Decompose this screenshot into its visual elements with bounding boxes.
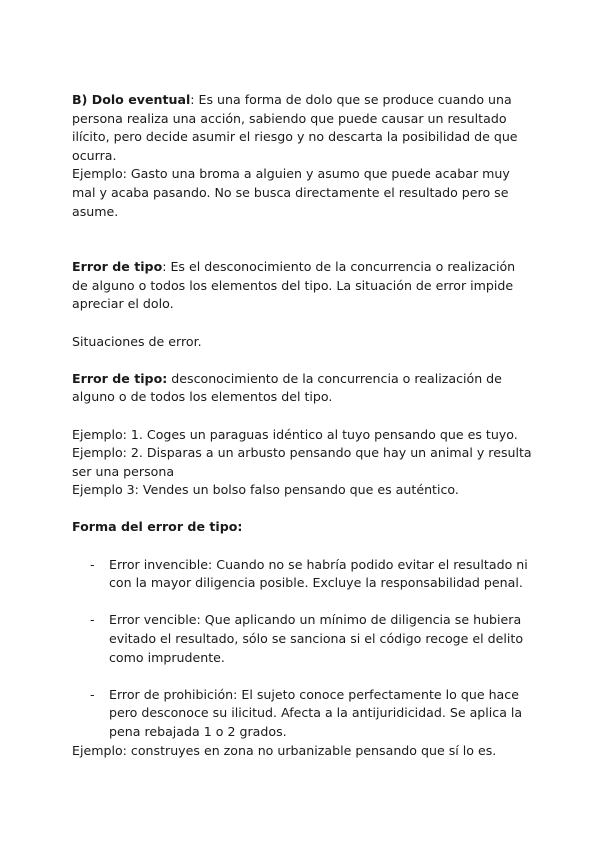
error-tipo-term: Error de tipo bbox=[72, 259, 163, 275]
bullet-dash: - bbox=[90, 556, 95, 572]
list-item-error-vencible bbox=[72, 611, 532, 667]
list-item-error-prohibicion bbox=[72, 686, 532, 742]
situaciones-text: Situaciones de error. bbox=[72, 333, 202, 349]
example-3: Ejemplo 3: Vendes un bolso falso pensando que es auténtico. bbox=[72, 482, 459, 498]
dolo-eventual-definition: : Es una forma de dolo que se produce cuando una persona realiza una acción, sabiendo que puede causar un resultado ilícito, pero decide asumir el riesgo y no descarta la posibilidad de que ocurra. bbox=[72, 92, 518, 163]
final-example: Ejemplo: construyes en zona no urbanizable pensando que sí lo es. bbox=[72, 742, 497, 758]
example-2: Ejemplo: 2. Disparas a un arbusto pensando que hay un animal y resulta ser una persona bbox=[72, 445, 532, 479]
example-1: Ejemplo: 1. Coges un paraguas idéntico al tuyo pensando que es tuyo. bbox=[72, 426, 518, 442]
dolo-eventual-example: Ejemplo: Gasto una broma a alguien y asumo que puede acabar muy mal y acaba pasando. No se busca directamente el resultado pero se asume. bbox=[72, 166, 510, 219]
dolo-eventual-paragraph bbox=[72, 91, 532, 165]
document-page bbox=[72, 91, 532, 760]
error-tipo-2-definition: desconocimiento de la concurrencia o realización de alguno o de todos los elementos del tipo. bbox=[72, 370, 502, 405]
error-tipo-2-term: Error de tipo: bbox=[72, 370, 168, 386]
error-types-list bbox=[72, 556, 532, 742]
list-item-text: Error invencible: Cuando no se habría podido evitar el resultado ni con la mayor diligencia posible. Excluye la responsabilidad penal. bbox=[109, 556, 528, 591]
dolo-eventual-term: B) Dolo eventual bbox=[72, 92, 191, 107]
error-tipo-definition: : Es el desconocimiento de la concurrencia o realización de alguno o todos los elementos del tipo. La situación de error impide apreciar el dolo. bbox=[72, 259, 516, 312]
bullet-dash: - bbox=[90, 612, 95, 628]
forma-heading: Forma del error de tipo: bbox=[72, 519, 243, 535]
error-tipo-2-paragraph bbox=[72, 370, 532, 407]
error-tipo-paragraph bbox=[72, 258, 532, 314]
bullet-dash: - bbox=[90, 686, 95, 702]
list-item-text: Error vencible: Que aplicando un mínimo de diligencia se hubiera evitado el resultado, sólo se sanciona si el código recoge el delito como imprudente. bbox=[109, 612, 524, 665]
list-item-text: Error de prohibición: El sujeto conoce perfectamente lo que hace pero desconoce su ilicitud. Afecta a la antijuridicidad. Se aplica la pena rebajada 1 o 2 grados. bbox=[109, 686, 523, 739]
list-item-error-invencible bbox=[72, 556, 532, 593]
